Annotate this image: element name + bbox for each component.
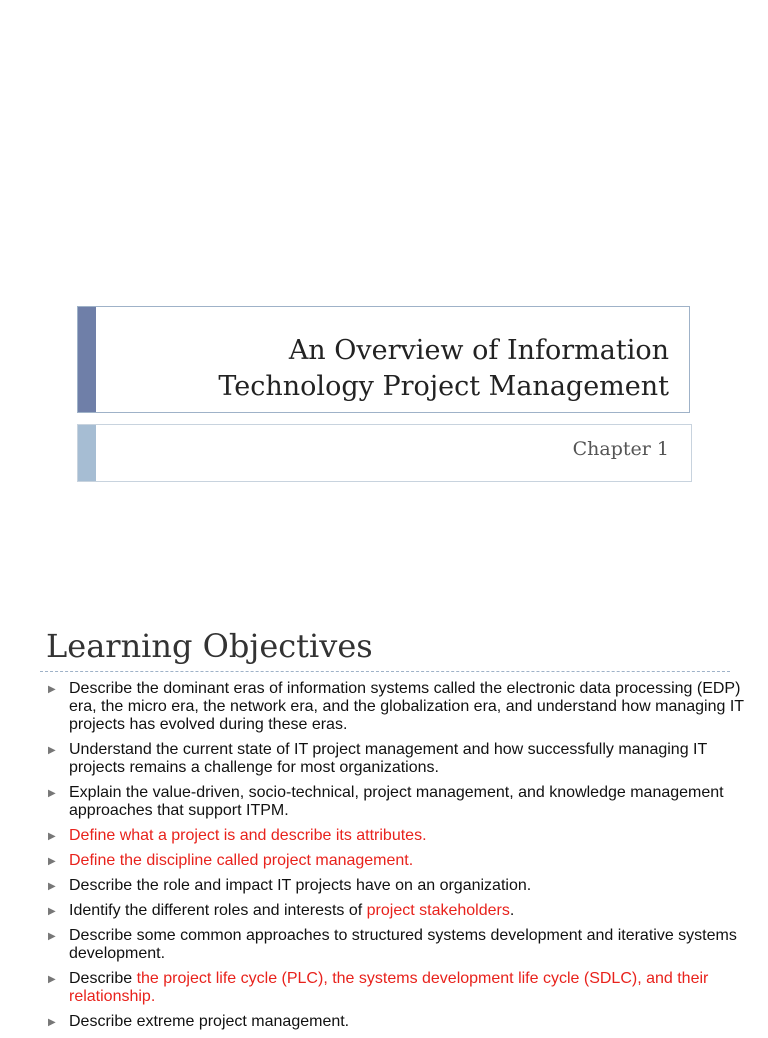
triangle-right-icon: ▶	[48, 684, 56, 695]
triangle-right-icon: ▶	[48, 974, 56, 985]
objective-item	[46, 784, 746, 820]
triangle-right-icon: ▶	[48, 906, 56, 917]
objectives-heading: Learning Objectives	[46, 627, 373, 665]
slide-subtitle: Chapter 1	[572, 438, 669, 460]
triangle-right-icon: ▶	[48, 788, 56, 799]
highlighted-text: Define what a project is and describe its attributes.	[69, 827, 427, 844]
objective-text: Describe	[69, 970, 137, 987]
objective-item	[46, 1013, 746, 1031]
triangle-right-icon: ▶	[48, 856, 56, 867]
triangle-right-icon: ▶	[48, 1017, 56, 1028]
objective-item	[46, 852, 746, 870]
heading-divider	[40, 671, 730, 672]
title-accent-bar	[78, 307, 96, 412]
highlighted-text: project stakeholders	[366, 902, 510, 919]
objective-text: Describe some common approaches to structured systems development and iterative systems development.	[69, 927, 737, 962]
objectives-list	[46, 680, 746, 1038]
objective-item	[46, 902, 746, 920]
objective-text: Understand the current state of IT project management and how successfully managing IT projects remains a challenge for most organizations.	[69, 741, 707, 776]
objective-item	[46, 877, 746, 895]
subtitle-box	[77, 424, 692, 482]
subtitle-accent-bar	[78, 425, 96, 481]
objective-text: Describe the dominant eras of information systems called the electronic data processing (EDP) era, the micro era, the network era, and the globalization era, and understand how managing IT projects has evolved during these eras.	[69, 680, 744, 733]
highlighted-text: the project life cycle (PLC), the systems development life cycle (SDLC), and their relationship.	[69, 970, 709, 1005]
objective-item	[46, 741, 746, 777]
slide-title: An Overview of Information Technology Project Management	[218, 335, 669, 402]
title-box	[77, 306, 690, 413]
objective-item	[46, 927, 746, 963]
triangle-right-icon: ▶	[48, 881, 56, 892]
objective-text: Describe extreme project management.	[69, 1013, 350, 1030]
highlighted-text: Define the discipline called project management.	[69, 852, 414, 869]
objective-text: Identify the different roles and interests of	[69, 902, 367, 919]
objective-item	[46, 680, 746, 734]
triangle-right-icon: ▶	[48, 831, 56, 842]
objective-text: .	[509, 902, 515, 919]
objective-text: Explain the value-driven, socio-technical, project management, and knowledge management approaches that support ITPM.	[69, 784, 724, 819]
objective-item	[46, 827, 746, 845]
objective-item	[46, 970, 746, 1006]
triangle-right-icon: ▶	[48, 931, 56, 942]
objective-text: Describe the role and impact IT projects have on an organization.	[69, 877, 532, 894]
triangle-right-icon: ▶	[48, 745, 56, 756]
